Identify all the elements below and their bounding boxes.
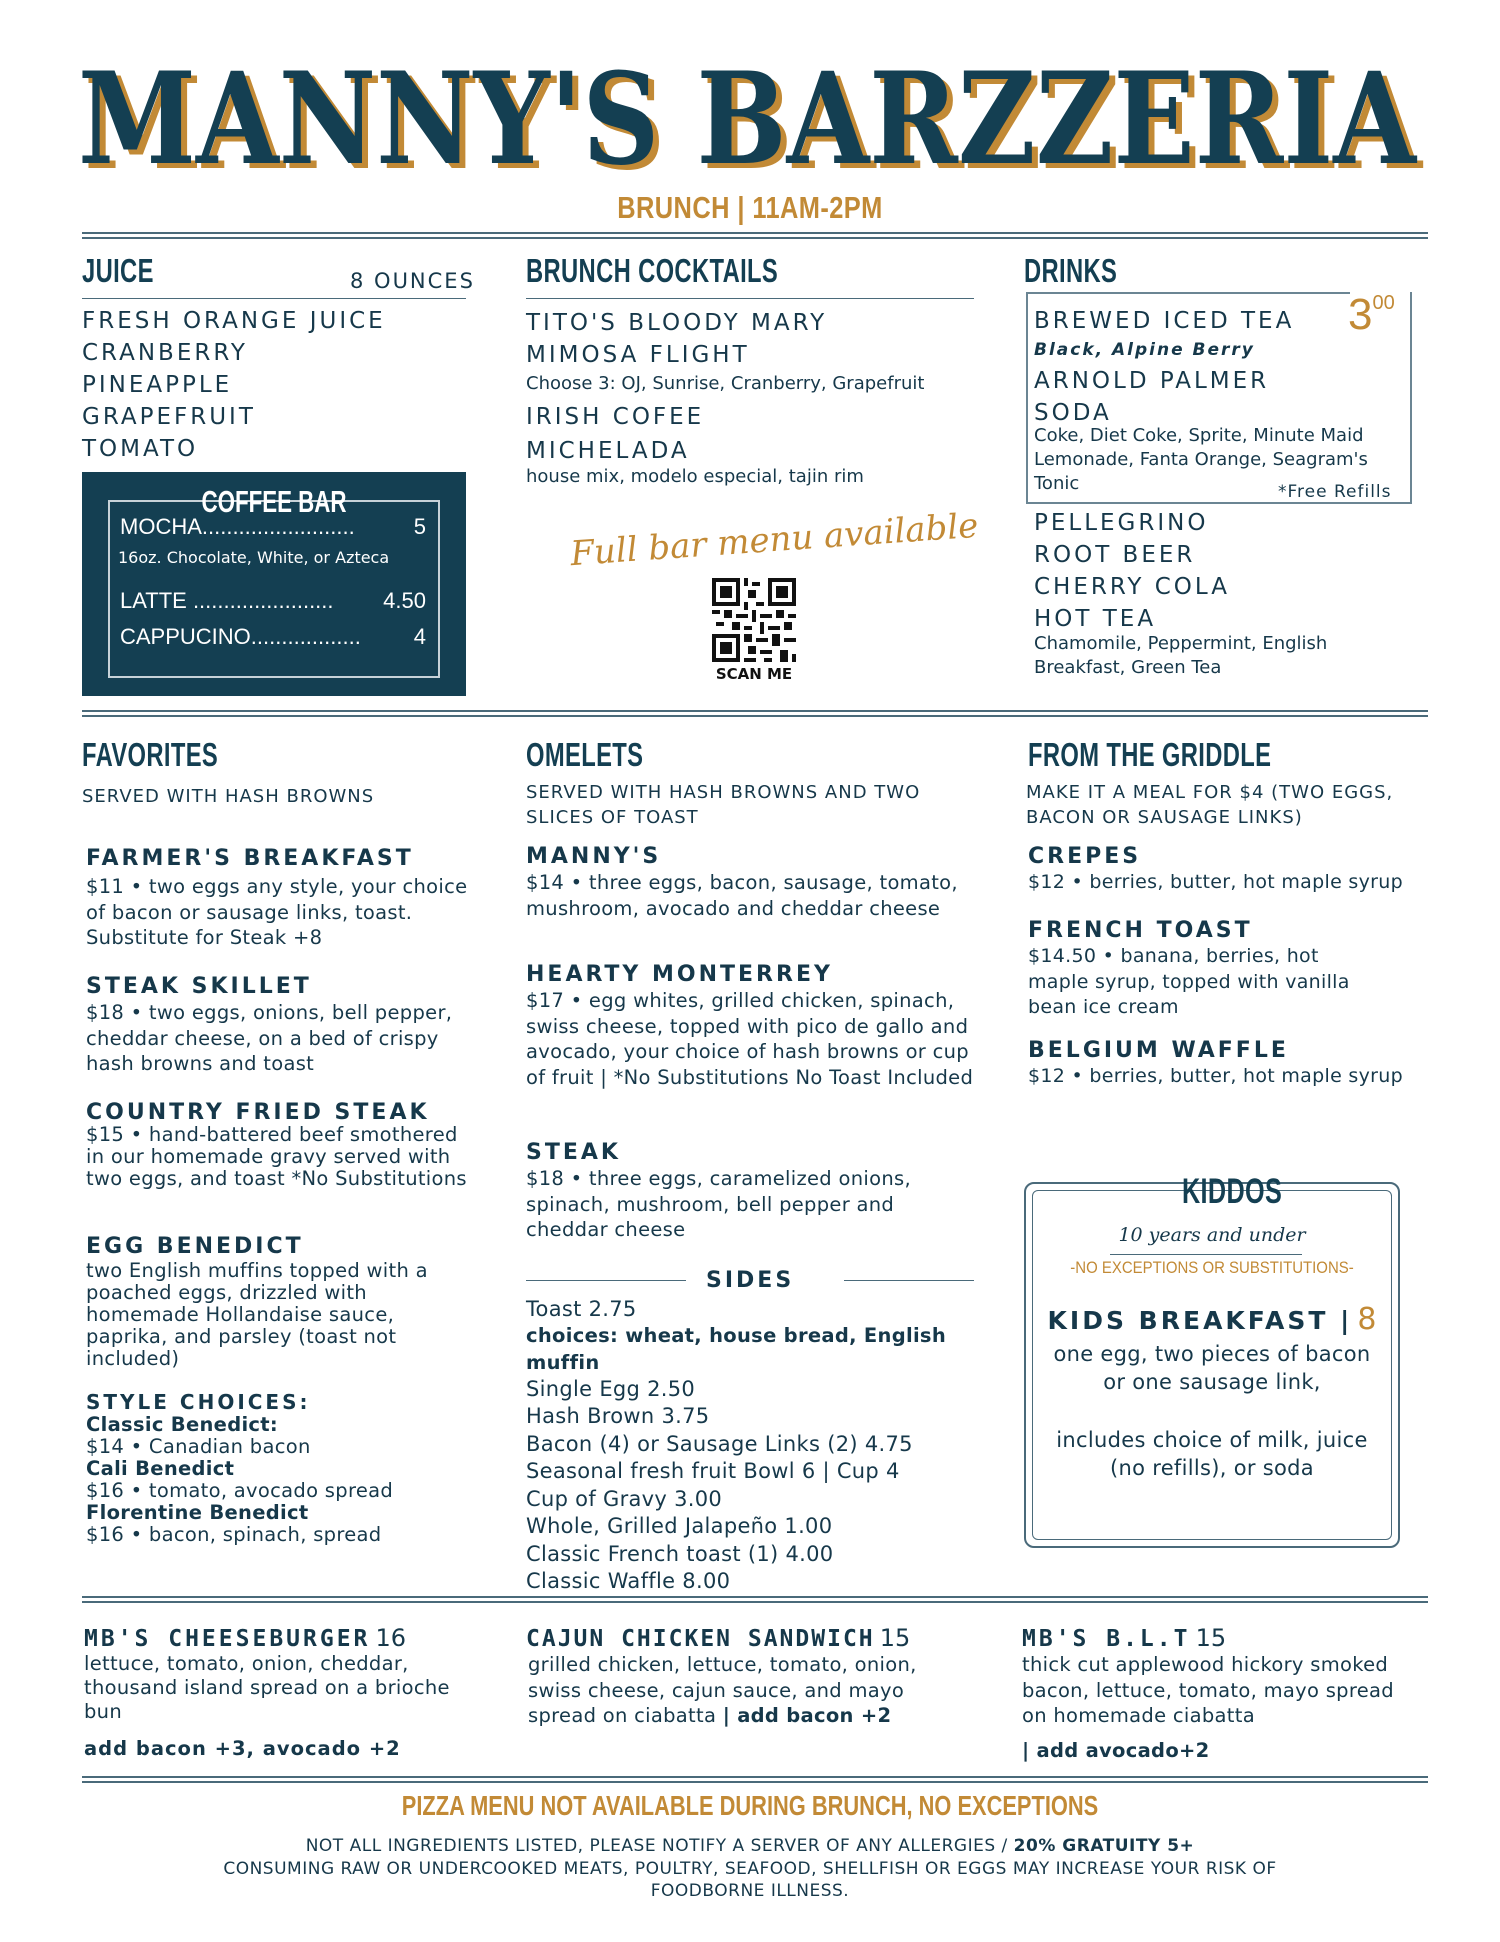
- favorites-title: FAVORITES: [82, 736, 219, 773]
- restaurant-logo-title: [0, 58, 1500, 188]
- gratuity-text: 20% GRATUITY 5+: [1013, 1836, 1195, 1856]
- kiddos-title: KIDDOS: [1182, 1172, 1283, 1211]
- cocktail-item: IRISH COFEE: [526, 404, 705, 430]
- menu-item-desc: $17 • egg whites, grilled chicken, spinach, swiss cheese, topped with pico de gallo and avocado, your choice of hash browns or cup of fruit | *No Substitutions No Toast Included: [526, 989, 974, 1089]
- drinks-item: BREWED ICED TEA: [1034, 308, 1295, 334]
- coffee-cappucino: [120, 624, 426, 650]
- juice-item: TOMATO: [82, 436, 199, 462]
- benedict-style: Florentine Benedict: [86, 1501, 309, 1524]
- divider: [82, 710, 1428, 717]
- raw-food-warning: CONSUMING RAW OR UNDERCOOKED MEATS, POULTRY, SEAFOOD, SHELLFISH OR EGGS MAY INCREASE YOUR RISK OF FOODBORNE ILLNESS.: [223, 1859, 1277, 1901]
- omelets-subtitle: SERVED WITH HASH BROWNS AND TWO SLICES OF TOAST: [526, 782, 921, 828]
- juice-size: 8 OUNCES: [350, 269, 475, 293]
- menu-item-desc: two English muffins topped with a poached eggs, drizzled with homemade Hollandaise sauce, paprika, and parsley (toast not included): [86, 1259, 428, 1370]
- side-item: Toast 2.75: [526, 1297, 637, 1321]
- coffee-bar-title: COFFEE BAR: [201, 484, 347, 519]
- kids-breakfast-price: 8: [1357, 1302, 1377, 1337]
- latte-label: LATTE .......................: [120, 588, 334, 613]
- kids-breakfast: [1024, 1302, 1400, 1337]
- cajun-heading: [526, 1624, 910, 1652]
- cappucino-label: CAPPUCINO..................: [120, 624, 361, 649]
- cocktail-item: MIMOSA FLIGHT: [526, 342, 750, 368]
- svg-text:MANNY'S BARZZERIA: MANNY'S BARZZERIA: [84, 58, 1424, 188]
- allergy-text: NOT ALL INGREDIENTS LISTED, PLEASE NOTIFY A SERVER OF ANY ALLERGIES /: [305, 1836, 1008, 1856]
- menu-item-name: CREPES: [1028, 844, 1142, 869]
- drinks-item: HOT TEA: [1034, 606, 1157, 632]
- drinks-item: CHERRY COLA: [1034, 574, 1230, 600]
- menu-item-desc: $12 • berries, butter, hot maple syrup: [1028, 1065, 1403, 1087]
- kiddos-rule-text: -NO EXCEPTIONS OR SUBSTITUTIONS-: [1070, 1258, 1354, 1277]
- drinks-item: ROOT BEER: [1034, 542, 1196, 568]
- drinks-price: [1348, 290, 1395, 340]
- menu-item-name: CAJUN CHICKEN SANDWICH: [526, 1626, 875, 1652]
- hot-tea-note: Chamomile, Peppermint, English Breakfast, Green Tea: [1034, 633, 1328, 678]
- favorites-subtitle: SERVED WITH HASH BROWNS: [82, 786, 375, 807]
- menu-item-name: MB'S CHEESEBURGER: [84, 1626, 371, 1652]
- juice-item: PINEAPPLE: [82, 372, 233, 398]
- menu-item-name: MANNY'S: [526, 844, 662, 869]
- juice-rule: [82, 298, 466, 299]
- mocha-label: MOCHA.........................: [120, 514, 355, 539]
- menu-item-desc: $18 • two eggs, onions, bell pepper, cheddar cheese, on a bed of crispy hash browns and toast: [86, 1001, 453, 1075]
- side-item: Hash Brown 3.75: [526, 1404, 710, 1428]
- divider: [82, 1776, 1428, 1783]
- benedict-style: Classic Benedict:: [86, 1413, 279, 1436]
- juice-item: CRANBERRY: [82, 340, 248, 366]
- brunch-hours: BRUNCH | 11AM-2PM: [617, 190, 883, 225]
- kids-desc: includes choice of milk, juice (no refills), or soda: [1056, 1428, 1368, 1480]
- menu-item-desc: $11 • two eggs any style, your choice of bacon or sausage links, toast. Substitute for Steak +8: [86, 875, 468, 949]
- drinks-title: DRINKS: [1024, 252, 1118, 289]
- tea-note: Black, Alpine Berry: [1034, 340, 1255, 360]
- menu-item-desc: thick cut applewood hickory smoked bacon, lettuce, tomato, mayo spread on homemade ciabatta: [1022, 1653, 1394, 1727]
- coffee-latte: [120, 588, 426, 614]
- menu-item-name: STEAK: [526, 1140, 621, 1165]
- blt-heading: [1022, 1624, 1226, 1652]
- drinks-item: PELLEGRINO: [1034, 510, 1209, 536]
- cocktails-rule: [526, 298, 974, 299]
- benedict-style-desc: $16 • bacon, spinach, spread: [86, 1523, 382, 1546]
- side-item: Bacon (4) or Sausage Links (2) 4.75: [526, 1432, 913, 1456]
- side-item: Single Egg 2.50: [526, 1377, 696, 1401]
- kiddos-rule: [1110, 1254, 1302, 1255]
- menu-item-name: HEARTY MONTERREY: [526, 962, 833, 987]
- juice-item: FRESH ORANGE JUICE: [82, 308, 386, 334]
- omelets-title: OMELETS: [526, 736, 644, 773]
- full-bar-script: Full bar menu available: [569, 505, 980, 575]
- menu-item-desc: [528, 1652, 958, 1729]
- drinks-item: SODA: [1034, 400, 1112, 426]
- sides-title: SIDES: [706, 1268, 795, 1293]
- latte-price: 4.50: [383, 588, 426, 613]
- side-item: Seasonal fresh fruit Bowl 6 | Cup 4: [526, 1459, 900, 1483]
- style-choices-title: STYLE CHOICES:: [86, 1390, 311, 1414]
- menu-item-desc: $14.50 • banana, berries, hot maple syrup, topped with vanilla bean ice cream: [1028, 945, 1350, 1018]
- griddle-title: FROM THE GRIDDLE: [1028, 736, 1272, 773]
- divider: [82, 1596, 1428, 1603]
- juice-item: GRAPEFRUIT: [82, 404, 256, 430]
- burger-heading: [84, 1624, 406, 1652]
- menu-item-name: EGG BENEDICT: [86, 1234, 304, 1259]
- svg-text:MANNY'S BARZZERIA: MANNY'S BARZZERIA: [78, 58, 1418, 188]
- toast-choices: choices: wheat, house bread, English muffin: [526, 1324, 947, 1374]
- menu-item-desc: lettuce, tomato, onion, cheddar, thousand island spread on a brioche bun: [84, 1652, 450, 1723]
- menu-item-addon: | add avocado+2: [1022, 1739, 1210, 1762]
- qr-code[interactable]: [712, 578, 796, 662]
- side-item: Cup of Gravy 3.00: [526, 1487, 723, 1511]
- soda-note: Coke, Diet Coke, Sprite, Minute Maid Lemonade, Fanta Orange, Seagram's Tonic: [1034, 425, 1368, 494]
- menu-item-name: MB'S B.L.T: [1022, 1626, 1191, 1652]
- menu-item-addon: | add bacon +2: [722, 1704, 892, 1727]
- coffee-mocha: [120, 514, 426, 540]
- menu-item-addon: add bacon +3, avocado +2: [84, 1737, 401, 1760]
- cocktail-item: MICHELADA: [526, 438, 690, 464]
- allergy-notice: [0, 1836, 1500, 1856]
- side-item: Classic French toast (1) 4.00: [526, 1542, 834, 1566]
- scan-me-label: SCAN ME: [715, 665, 793, 683]
- drinks-item: ARNOLD PALMER: [1034, 368, 1270, 394]
- drinks-price-main: 3: [1348, 290, 1373, 339]
- menu-item-desc: $18 • three eggs, caramelized onions, spinach, mushroom, bell pepper and cheddar cheese: [526, 1167, 911, 1241]
- cocktail-note: house mix, modelo especial, tajin rim: [526, 466, 864, 487]
- benedict-style-desc: $14 • Canadian bacon: [86, 1435, 311, 1458]
- side-item: Whole, Grilled Jalapeño 1.00: [526, 1514, 833, 1538]
- free-refills: *Free Refills: [1278, 482, 1392, 502]
- mocha-note: 16oz. Chocolate, White, or Azteca: [118, 548, 390, 567]
- menu-item-desc: $14 • three eggs, bacon, sausage, tomato, mushroom, avocado and cheddar cheese: [526, 871, 958, 920]
- menu-item-name: STEAK SKILLET: [86, 974, 312, 999]
- menu-item-price: 15: [879, 1624, 911, 1652]
- menu-item-name: FARMER'S BREAKFAST: [86, 846, 414, 871]
- juice-title: JUICE: [82, 252, 154, 289]
- divider: [82, 232, 1428, 239]
- sides-rule-right: [844, 1280, 974, 1281]
- menu-item-price: 15: [1195, 1624, 1227, 1652]
- menu-item-name: COUNTRY FRIED STEAK: [86, 1100, 430, 1125]
- kids-breakfast-name: KIDS BREAKFAST |: [1047, 1306, 1353, 1335]
- cajun-desc-text: grilled chicken, lettuce, tomato, onion, swiss cheese, cajun sauce, and mayo spread on ciabatta: [528, 1653, 917, 1727]
- menu-item-desc: $15 • hand-battered beef smothered in our homemade gravy served with two eggs, and toast *No Substitutions: [86, 1123, 467, 1190]
- side-item: Classic Waffle 8.00: [526, 1569, 731, 1593]
- menu-item-name: FRENCH TOAST: [1028, 918, 1253, 943]
- griddle-subtitle: MAKE IT A MEAL FOR $4 (TWO EGGS, BACON OR SAUSAGE LINKS): [1026, 782, 1394, 828]
- kids-desc: one egg, two pieces of bacon or one sausage link,: [1053, 1342, 1371, 1394]
- kiddos-age: 10 years and under: [1118, 1224, 1306, 1246]
- cocktail-note: Choose 3: OJ, Sunrise, Cranberry, Grapefruit: [526, 373, 925, 394]
- menu-item-desc: $12 • berries, butter, hot maple syrup: [1028, 871, 1403, 893]
- benedict-style-desc: $16 • tomato, avocado spread: [86, 1479, 394, 1502]
- menu-item-name: BELGIUM WAFFLE: [1028, 1038, 1289, 1063]
- menu-item-price: 16: [375, 1624, 407, 1652]
- benedict-style: Cali Benedict: [86, 1457, 235, 1480]
- pizza-notice: PIZZA MENU NOT AVAILABLE DURING BRUNCH, NO EXCEPTIONS: [401, 1790, 1099, 1821]
- cocktails-title: BRUNCH COCKTAILS: [526, 252, 779, 289]
- cocktail-item: TITO'S BLOODY MARY: [526, 310, 828, 336]
- sides-rule-left: [526, 1280, 686, 1281]
- mocha-price: 5: [413, 514, 426, 539]
- drinks-price-sup: 00: [1372, 292, 1395, 314]
- cappucino-price: 4: [413, 624, 426, 649]
